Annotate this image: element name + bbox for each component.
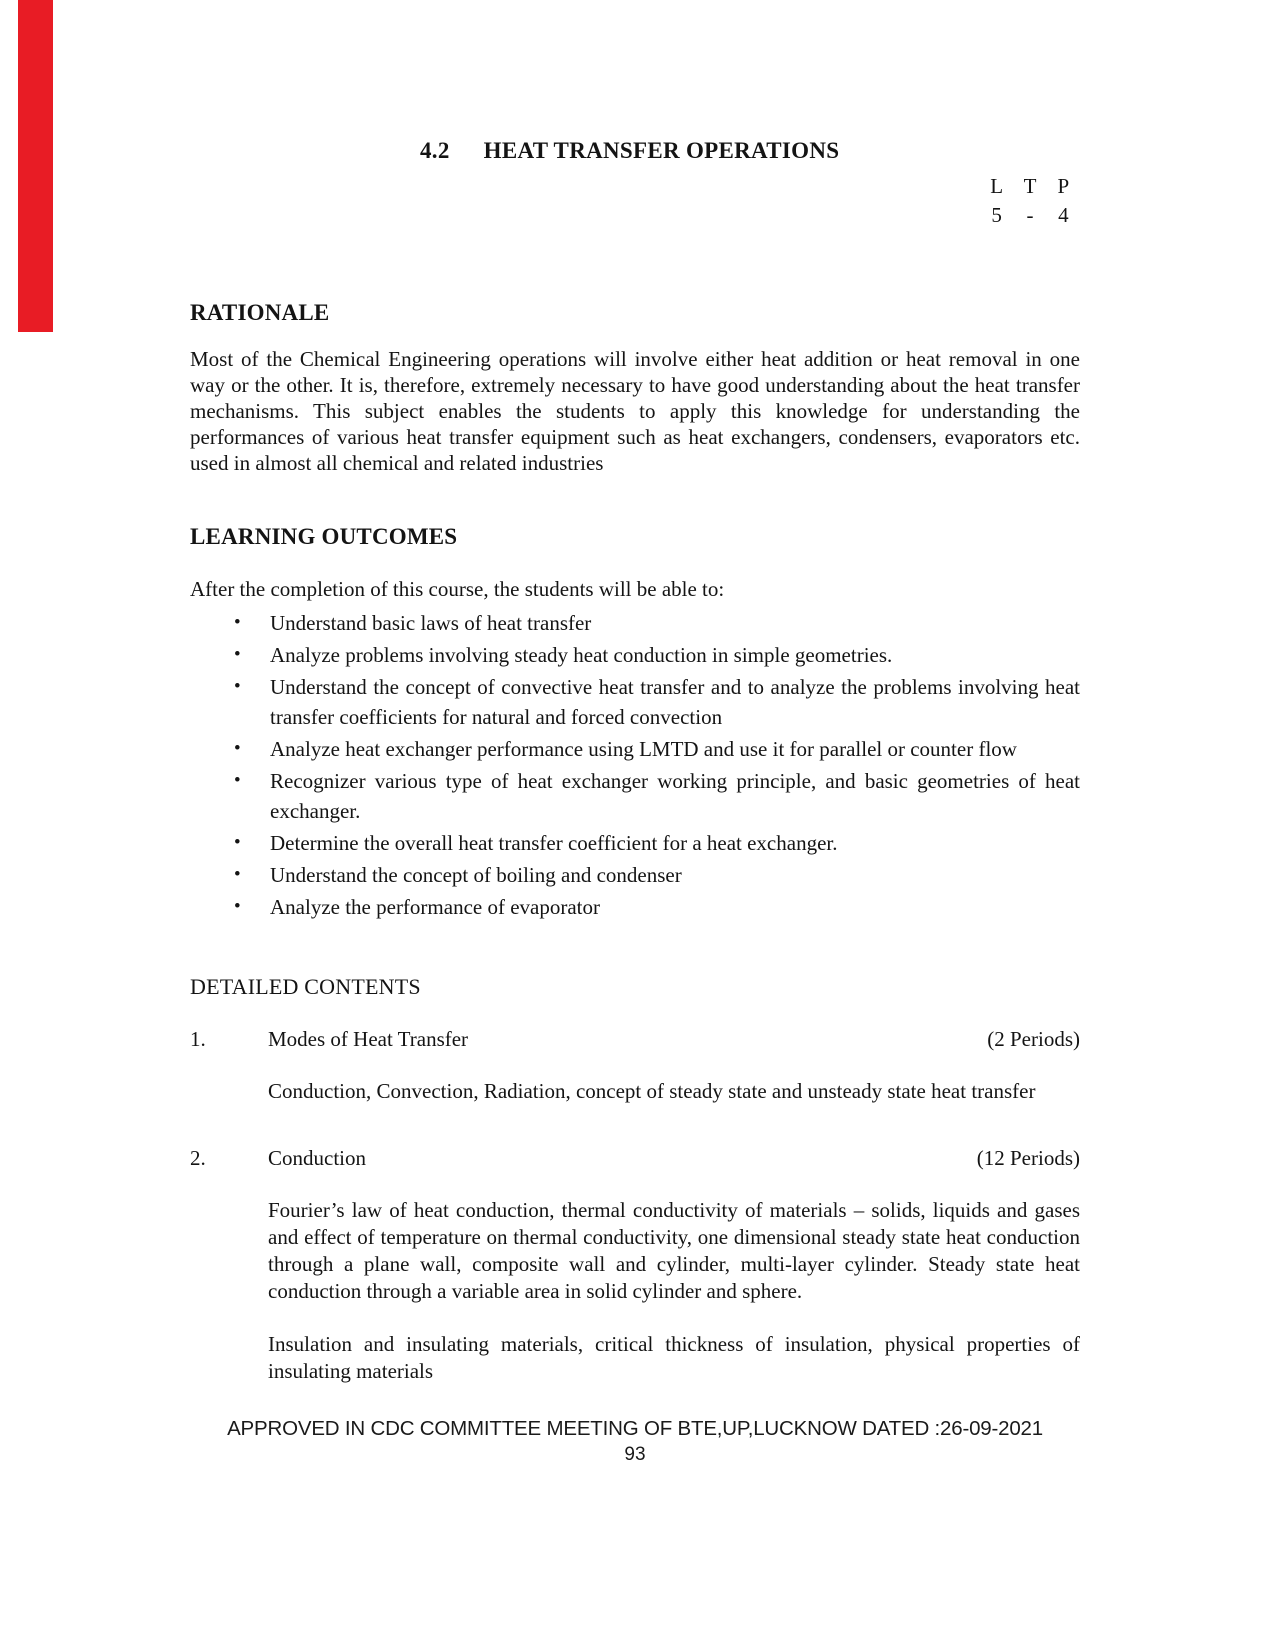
list-item (190, 766, 1080, 826)
page-title (420, 0, 1080, 164)
bullet-icon: • (234, 770, 241, 791)
content-item-row (190, 1026, 1080, 1052)
list-item-text: Recognizer various type of heat exchanger working principle, and basic geometries of heat exchanger. (270, 769, 1080, 823)
learning-outcomes-list (190, 608, 1080, 922)
item-paragraph: Fourier’s law of heat conduction, thermal conductivity of materials – solids, liquids and gases and effect of temperature on thermal conductivity, one dimensional steady state heat conduction through a plane wall, composite wall and cylinder, multi-layer cylinder. Steady state heat conduction through a variable area in solid cylinder and sphere. (268, 1198, 1080, 1303)
list-item-text: Understand the concept of boiling and condenser (270, 863, 682, 887)
list-item-text: Analyze problems involving steady heat conduction in simple geometries. (270, 643, 893, 667)
learning-outcomes-intro: After the completion of this course, the students will be able to: (190, 577, 725, 601)
list-item-text: Understand basic laws of heat transfer (270, 611, 592, 635)
rationale-paragraph: Most of the Chemical Engineering operations will involve either heat addition or heat removal in one way or the other. It is, therefore, extremely necessary to have good understanding about the heat transfer mechanisms. This subject enables the students to apply this knowledge for understanding the performances of various heat transfer equipment such as heat exchangers, condensers, evaporators etc. used in almost all chemical and related industries (190, 347, 1080, 475)
list-item-text: Analyze the performance of evaporator (270, 895, 600, 919)
bullet-icon: • (234, 676, 241, 697)
bullet-icon: • (234, 738, 241, 759)
list-item-text: Analyze heat exchanger performance using LMTD and use it for parallel or counter flow (270, 737, 1017, 761)
learning-outcomes-heading: LEARNING OUTCOMES (190, 524, 458, 549)
list-item (190, 892, 1080, 922)
item-periods: (2 Periods) (987, 1027, 1080, 1051)
page-number: 93 (624, 1444, 646, 1465)
list-item (190, 828, 1080, 858)
item-title: Modes of Heat Transfer (268, 1027, 469, 1051)
item-number: 1. (190, 1027, 206, 1051)
ltp-table (980, 172, 1080, 230)
list-item (190, 608, 1080, 638)
rationale-heading: RATIONALE (190, 300, 330, 325)
section-number: 4.2 (420, 138, 450, 163)
page-title-text: HEAT TRANSFER OPERATIONS (483, 138, 840, 163)
ltp-header-p: P (1057, 174, 1070, 198)
ltp-value-row (980, 201, 1080, 230)
approval-footer: APPROVED IN CDC COMMITTEE MEETING OF BTE,UP,LUCKNOW DATED :26-09-2021 (227, 1417, 1043, 1440)
ltp-value-t: - (1026, 203, 1034, 227)
list-item (190, 860, 1080, 890)
bullet-icon: • (234, 864, 241, 885)
ltp-value-l: 5 (991, 203, 1002, 227)
bullet-icon: • (234, 612, 241, 633)
item-title: Conduction (268, 1146, 366, 1170)
content-item-row (190, 1145, 1080, 1171)
item-periods: (12 Periods) (976, 1146, 1080, 1170)
list-item (190, 672, 1080, 732)
ltp-header-t: T (1023, 174, 1037, 198)
detailed-contents-heading: DETAILED CONTENTS (190, 974, 421, 999)
item-number: 2. (190, 1146, 206, 1170)
ltp-value-p: 4 (1058, 203, 1069, 227)
list-item (190, 734, 1080, 764)
item-paragraph: Conduction, Convection, Radiation, concept of steady state and unsteady state heat transfer (268, 1079, 1036, 1103)
bullet-icon: • (234, 644, 241, 665)
bullet-icon: • (234, 832, 241, 853)
bullet-icon: • (234, 896, 241, 917)
ltp-header-l: L (990, 174, 1004, 198)
item-paragraph: Insulation and insulating materials, critical thickness of insulation, physical properties of insulating materials (268, 1332, 1080, 1383)
list-item-text: Determine the overall heat transfer coefficient for a heat exchanger. (270, 831, 838, 855)
list-item (190, 640, 1080, 670)
list-item-text: Understand the concept of convective heat transfer and to analyze the problems involving heat transfer coefficients for natural and forced convection (270, 675, 1080, 729)
ltp-header-row (980, 172, 1080, 201)
